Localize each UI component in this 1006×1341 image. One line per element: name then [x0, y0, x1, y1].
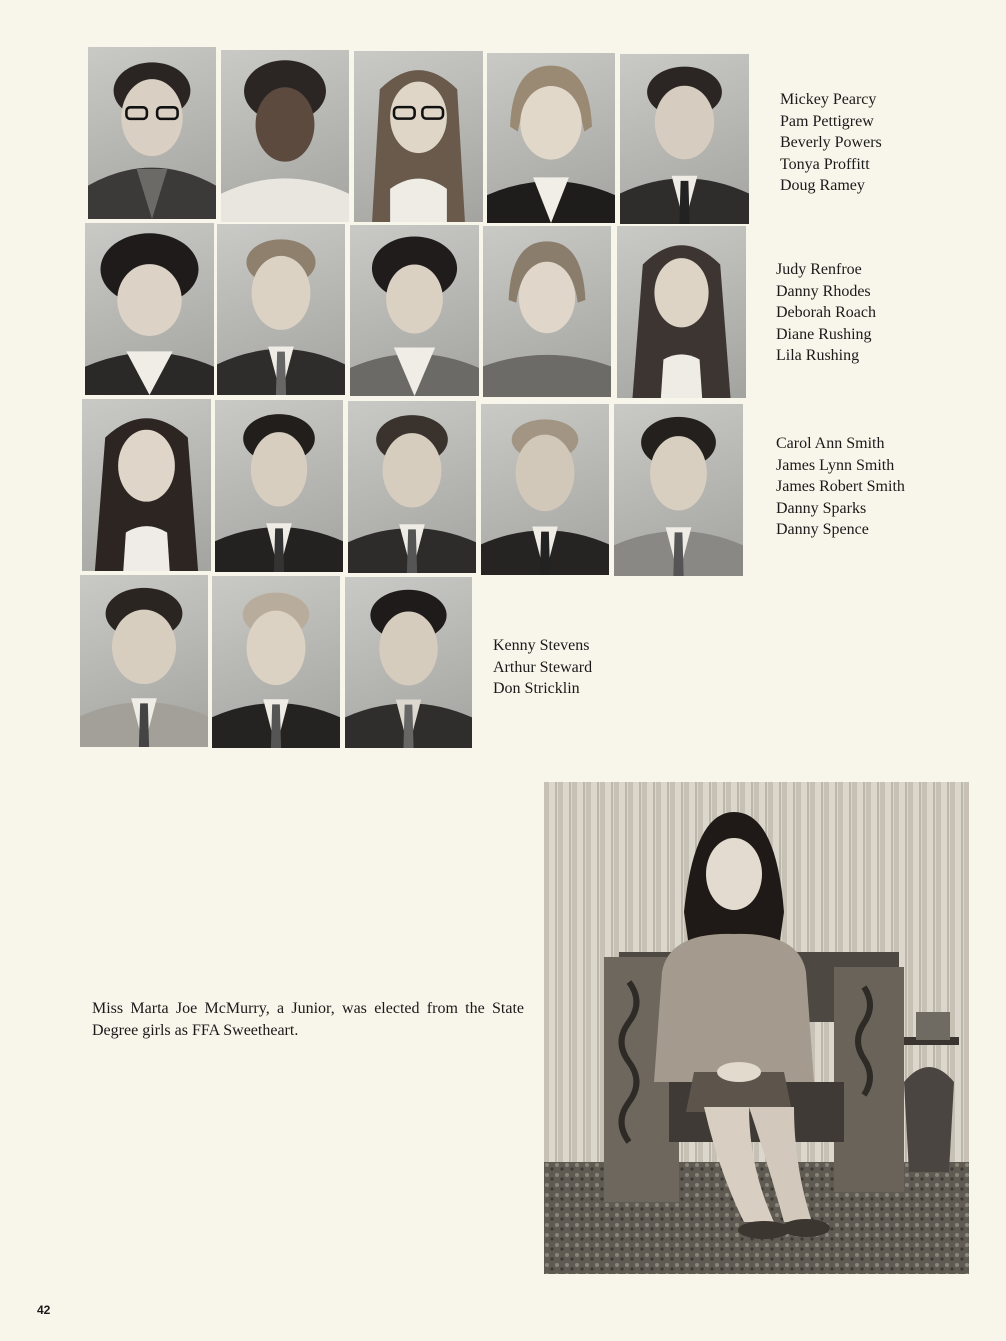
student-name: Tonya Proffitt — [780, 155, 870, 173]
page-number: 42 — [37, 1303, 51, 1317]
portrait-photo — [82, 399, 211, 571]
portrait-photo — [487, 53, 615, 223]
portrait-photo — [620, 54, 749, 224]
name-list-row-3 — [776, 433, 905, 541]
portrait-photo — [481, 404, 609, 575]
student-name: Danny Sparks — [776, 499, 867, 517]
student-name: Danny Spence — [776, 521, 869, 538]
student-name: Arthur Steward — [493, 658, 593, 676]
student-name: Don Stricklin — [493, 680, 580, 697]
portrait-photo — [483, 226, 611, 397]
name-list-row-2 — [776, 259, 876, 367]
student-name: Pam Pettigrew — [780, 112, 874, 130]
portrait-photo — [215, 400, 343, 572]
student-name: Diane Rushing — [776, 325, 872, 343]
portrait-photo — [614, 404, 743, 576]
student-name: Beverly Powers — [780, 134, 882, 151]
student-name: Mickey Pearcy — [780, 91, 877, 108]
student-name: Kenny Stevens — [493, 637, 590, 654]
name-list-row-4 — [493, 635, 592, 700]
student-name: Doug Ramey — [780, 177, 865, 194]
portrait-photo — [348, 401, 476, 573]
student-name: Carol Ann Smith — [776, 435, 885, 452]
portrait-photo — [617, 226, 746, 398]
name-list-row-1 — [780, 89, 882, 197]
portrait-photo — [80, 575, 208, 747]
portrait-photo — [85, 223, 214, 395]
portrait-photo — [221, 50, 349, 222]
student-name: Deborah Roach — [776, 304, 876, 321]
portrait-photo — [217, 224, 345, 395]
student-name: James Lynn Smith — [776, 456, 895, 474]
student-name: James Robert Smith — [776, 478, 905, 495]
feature-caption: Miss Marta Joe McMurry, a Junior, was elected from the State Degree girls as FFA Sweetheart. — [92, 1000, 524, 1039]
student-name: Danny Rhodes — [776, 282, 871, 300]
portrait-photo — [212, 576, 340, 748]
portrait-photo — [88, 47, 216, 219]
student-name: Judy Renfroe — [776, 261, 862, 278]
student-name: Lila Rushing — [776, 347, 860, 364]
portrait-photo — [345, 577, 472, 748]
portrait-photo — [350, 225, 479, 396]
feature-photo — [544, 782, 969, 1274]
portrait-photo — [354, 51, 483, 222]
